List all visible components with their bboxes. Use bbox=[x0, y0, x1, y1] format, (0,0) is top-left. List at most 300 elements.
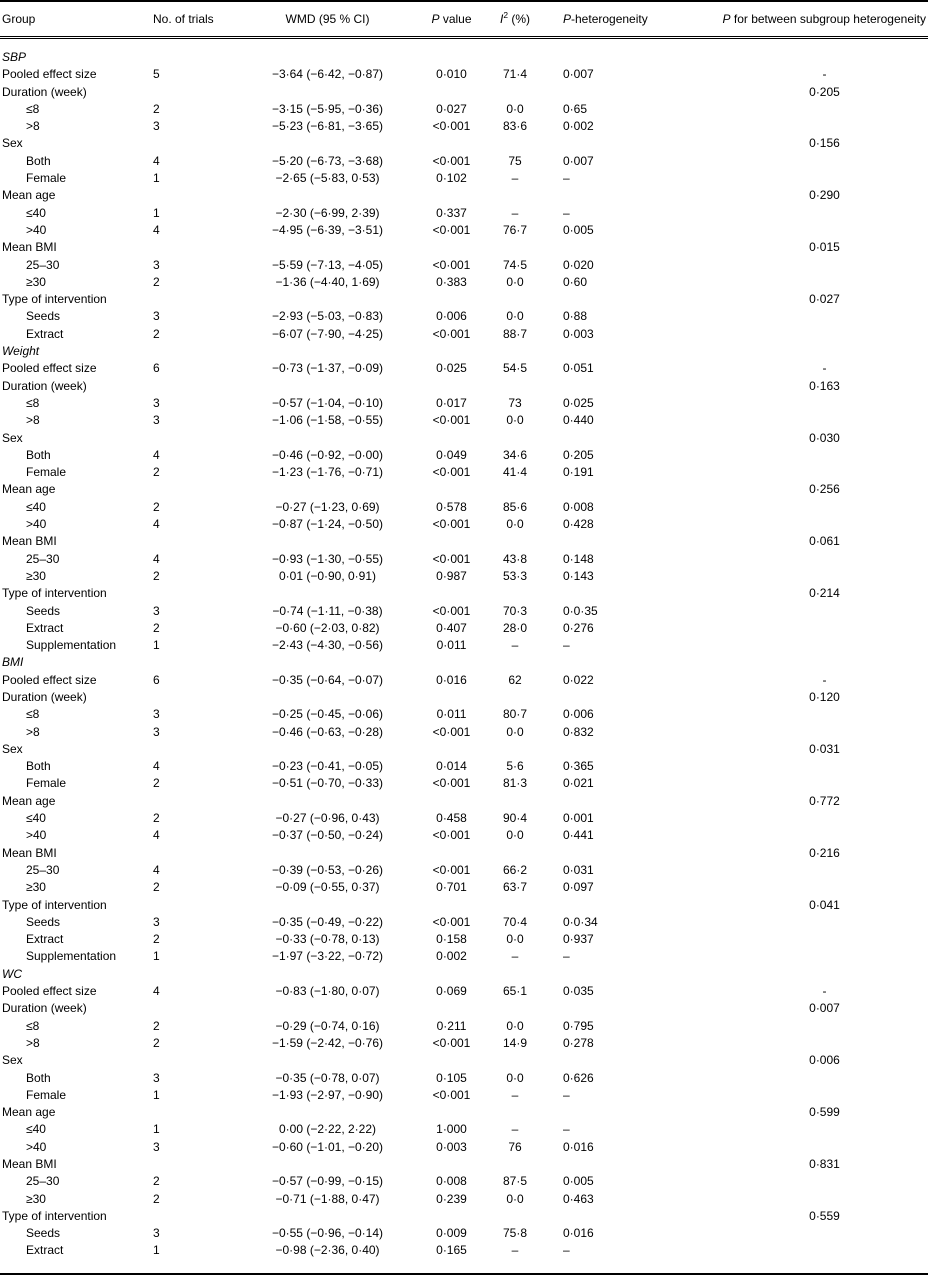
cell-i-squared bbox=[483, 84, 547, 101]
cell-p-between-subgroup bbox=[665, 257, 928, 274]
cell-p-heterogeneity: 0·020 bbox=[563, 257, 594, 272]
p-value-italic: P bbox=[431, 12, 440, 26]
cell-p-value: 0·003 bbox=[436, 1139, 467, 1154]
table-row bbox=[0, 758, 928, 775]
cell-p-heterogeneity: 0·097 bbox=[563, 880, 594, 895]
cell-no-of-trials: 4 bbox=[153, 862, 160, 877]
cell-p-heterogeneity: 0·428 bbox=[563, 517, 594, 532]
cell-p-between-subgroup bbox=[665, 654, 928, 671]
cell-i-squared bbox=[483, 481, 547, 498]
cell-no-of-trials: 3 bbox=[153, 707, 160, 722]
table-row bbox=[0, 568, 928, 585]
cell-p-heterogeneity: 0·005 bbox=[563, 1174, 594, 1189]
cell-group: Female bbox=[26, 171, 67, 186]
table-row bbox=[0, 222, 928, 239]
cell-p-between-subgroup: - bbox=[822, 361, 827, 376]
column-header-p-heterogeneity bbox=[547, 1, 665, 38]
table-row bbox=[0, 1225, 928, 1242]
cell-no-of-trials: 1 bbox=[153, 1087, 160, 1102]
cell-i-squared: 54·5 bbox=[502, 361, 528, 376]
cell-p-between-subgroup: 0·030 bbox=[809, 430, 840, 445]
i-squared-rest: (%) bbox=[508, 12, 530, 26]
table-row bbox=[0, 983, 928, 1000]
cell-p-value: <0·001 bbox=[432, 724, 471, 739]
cell-p-between-subgroup: 0·559 bbox=[809, 1208, 840, 1223]
cell-p-heterogeneity: 0·021 bbox=[563, 776, 594, 791]
cell-p-between-subgroup bbox=[665, 1191, 928, 1208]
cell-no-of-trials: 3 bbox=[153, 724, 160, 739]
cell-p-heterogeneity: 0·022 bbox=[563, 672, 594, 687]
table-row bbox=[0, 447, 928, 464]
cell-wmd-ci: 0·01 (−0·90, 0·91) bbox=[278, 568, 377, 583]
cell-i-squared: 0·0 bbox=[506, 101, 524, 116]
cell-wmd-ci: −0·37 (−0·50, −0·24) bbox=[271, 828, 384, 843]
cell-wmd-ci: −1·06 (−1·58, −0·55) bbox=[271, 413, 384, 428]
cell-group: Extract bbox=[26, 932, 64, 947]
cell-p-heterogeneity: 0·65 bbox=[563, 101, 588, 116]
cell-p-heterogeneity: 0·143 bbox=[563, 568, 594, 583]
cell-group: Female bbox=[26, 1087, 67, 1102]
cell-i-squared bbox=[483, 38, 547, 67]
cell-wmd-ci: −0·83 (−1·80, 0·07) bbox=[275, 984, 380, 999]
cell-i-squared: 0·0 bbox=[506, 724, 524, 739]
cell-p-between-subgroup bbox=[665, 1070, 928, 1087]
table-row bbox=[0, 101, 928, 118]
cell-p-value: <0·001 bbox=[432, 603, 471, 618]
cell-p-between-subgroup bbox=[665, 499, 928, 516]
cell-p-between-subgroup bbox=[665, 1139, 928, 1156]
cell-p-heterogeneity: 0·008 bbox=[563, 499, 594, 514]
cell-wmd-ci: −0·60 (−2·03, 0·82) bbox=[275, 620, 380, 635]
table-row bbox=[0, 879, 928, 896]
cell-wmd-ci: −0·71 (−1·88, 0·47) bbox=[275, 1191, 380, 1206]
cell-group: Both bbox=[26, 1070, 51, 1085]
table-row bbox=[0, 603, 928, 620]
table-row bbox=[0, 1070, 928, 1087]
cell-p-between-subgroup bbox=[665, 101, 928, 118]
cell-i-squared: 66·2 bbox=[502, 862, 528, 877]
cell-i-squared: – bbox=[511, 1087, 519, 1102]
cell-group: Duration (week) bbox=[2, 1001, 87, 1016]
cell-p-heterogeneity bbox=[547, 481, 665, 498]
cell-wmd-ci: −0·60 (−1·01, −0·20) bbox=[271, 1139, 384, 1154]
cell-p-heterogeneity: 0·205 bbox=[563, 447, 594, 462]
cell-p-heterogeneity: – bbox=[563, 638, 570, 653]
cell-i-squared bbox=[483, 741, 547, 758]
cell-wmd-ci: −5·59 (−7·13, −4·05) bbox=[271, 257, 384, 272]
cell-group: Extract bbox=[26, 1243, 64, 1258]
cell-p-between-subgroup bbox=[665, 343, 928, 360]
cell-i-squared: 0·0 bbox=[506, 517, 524, 532]
cell-no-of-trials: 2 bbox=[153, 326, 160, 341]
cell-wmd-ci bbox=[235, 378, 420, 395]
cell-no-of-trials: 3 bbox=[153, 914, 160, 929]
cell-group: Pooled effect size bbox=[2, 672, 97, 687]
cell-p-between-subgroup bbox=[665, 862, 928, 879]
table-row bbox=[0, 551, 928, 568]
cell-p-value bbox=[420, 1104, 483, 1121]
cell-no-of-trials: 2 bbox=[153, 101, 160, 116]
cell-i-squared: 62 bbox=[508, 672, 522, 687]
cell-p-heterogeneity: 0·0·34 bbox=[563, 914, 598, 929]
cell-i-squared: 74·5 bbox=[502, 257, 528, 272]
cell-group: ≤8 bbox=[26, 101, 40, 116]
cell-i-squared: 14·9 bbox=[502, 1035, 528, 1050]
cell-wmd-ci: −0·23 (−0·41, −0·05) bbox=[271, 759, 384, 774]
cell-no-of-trials bbox=[145, 1052, 235, 1069]
cell-group: Type of intervention bbox=[2, 586, 107, 601]
table-row bbox=[0, 38, 928, 67]
cell-p-value: 0·383 bbox=[436, 274, 467, 289]
table-row bbox=[0, 170, 928, 187]
cell-p-value: 0·069 bbox=[436, 984, 467, 999]
cell-wmd-ci: −1·23 (−1·76, −0·71) bbox=[271, 465, 384, 480]
cell-no-of-trials: 3 bbox=[153, 309, 160, 324]
cell-wmd-ci: −0·46 (−0·92, −0·00) bbox=[271, 447, 384, 462]
cell-no-of-trials: 2 bbox=[153, 1018, 160, 1033]
cell-wmd-ci: −0·55 (−0·96, −0·14) bbox=[271, 1226, 384, 1241]
cell-p-value bbox=[420, 897, 483, 914]
cell-p-between-subgroup bbox=[665, 205, 928, 222]
cell-p-between-subgroup bbox=[665, 775, 928, 792]
table-row bbox=[0, 1000, 928, 1017]
cell-wmd-ci: −0·35 (−0·64, −0·07) bbox=[271, 672, 384, 687]
cell-p-value: 0·008 bbox=[436, 1174, 467, 1189]
cell-i-squared: 0·0 bbox=[506, 828, 524, 843]
cell-no-of-trials bbox=[145, 845, 235, 862]
cell-p-value bbox=[420, 793, 483, 810]
cell-group: Sex bbox=[2, 741, 23, 756]
table-row bbox=[0, 689, 928, 706]
cell-wmd-ci bbox=[235, 135, 420, 152]
cell-wmd-ci: −2·65 (−5·83, 0·53) bbox=[275, 171, 380, 186]
cell-p-heterogeneity bbox=[547, 845, 665, 862]
cell-wmd-ci bbox=[235, 654, 420, 671]
column-header-group bbox=[0, 1, 145, 38]
cell-wmd-ci bbox=[235, 585, 420, 602]
table-row bbox=[0, 135, 928, 152]
cell-group: >40 bbox=[26, 222, 47, 237]
cell-p-heterogeneity bbox=[547, 187, 665, 204]
cell-p-between-subgroup bbox=[665, 308, 928, 325]
cell-i-squared: 41·4 bbox=[502, 465, 528, 480]
cell-no-of-trials bbox=[145, 1156, 235, 1173]
cell-p-value bbox=[420, 378, 483, 395]
cell-group: Duration (week) bbox=[2, 689, 87, 704]
cell-p-heterogeneity: 0·031 bbox=[563, 862, 594, 877]
cell-wmd-ci bbox=[235, 430, 420, 447]
cell-no-of-trials: 4 bbox=[153, 759, 160, 774]
cell-p-between-subgroup: 0·007 bbox=[809, 1001, 840, 1016]
cell-i-squared: 76 bbox=[508, 1139, 522, 1154]
cell-no-of-trials: 2 bbox=[153, 932, 160, 947]
cell-p-heterogeneity bbox=[547, 793, 665, 810]
cell-p-heterogeneity: – bbox=[563, 205, 570, 220]
cell-group: >40 bbox=[26, 517, 47, 532]
cell-p-value: 0·009 bbox=[436, 1226, 467, 1241]
cell-p-heterogeneity: 0·001 bbox=[563, 811, 594, 826]
table-row bbox=[0, 1139, 928, 1156]
table-row bbox=[0, 326, 928, 343]
column-header-p-value bbox=[420, 1, 483, 38]
cell-no-of-trials: 2 bbox=[153, 776, 160, 791]
cell-wmd-ci: −6·07 (−7·90, −4·25) bbox=[271, 326, 384, 341]
cell-group: >8 bbox=[26, 413, 40, 428]
cell-p-heterogeneity: 0·005 bbox=[563, 222, 594, 237]
cell-group: Mean age bbox=[2, 188, 56, 203]
cell-no-of-trials: 3 bbox=[153, 1226, 160, 1241]
cell-group: ≥30 bbox=[26, 568, 46, 583]
cell-p-between-subgroup: 0·156 bbox=[809, 136, 840, 151]
cell-p-heterogeneity bbox=[547, 585, 665, 602]
cell-i-squared bbox=[483, 187, 547, 204]
cell-p-heterogeneity: 0·463 bbox=[563, 1191, 594, 1206]
cell-no-of-trials: 2 bbox=[153, 880, 160, 895]
cell-no-of-trials bbox=[145, 187, 235, 204]
cell-p-between-subgroup bbox=[665, 1225, 928, 1242]
cell-p-between-subgroup bbox=[665, 568, 928, 585]
cell-no-of-trials bbox=[145, 793, 235, 810]
cell-wmd-ci: −1·97 (−3·22, −0·72) bbox=[271, 949, 384, 964]
cell-wmd-ci: −1·59 (−2·42, −0·76) bbox=[271, 1035, 384, 1050]
cell-no-of-trials bbox=[145, 135, 235, 152]
table-row bbox=[0, 291, 928, 308]
i-squared-italic: I bbox=[499, 12, 504, 26]
cell-no-of-trials bbox=[145, 741, 235, 758]
cell-i-squared: – bbox=[511, 638, 519, 653]
cell-i-squared bbox=[483, 1052, 547, 1069]
cell-p-heterogeneity: 0·365 bbox=[563, 759, 594, 774]
cell-i-squared: 0·0 bbox=[506, 1070, 524, 1085]
cell-no-of-trials: 3 bbox=[153, 413, 160, 428]
cell-p-between-subgroup bbox=[665, 464, 928, 481]
cell-p-value: 0·578 bbox=[436, 499, 467, 514]
cell-wmd-ci: −1·36 (−4·40, 1·69) bbox=[275, 274, 380, 289]
cell-no-of-trials: 2 bbox=[153, 568, 160, 583]
cell-group: >8 bbox=[26, 1035, 40, 1050]
cell-i-squared bbox=[483, 845, 547, 862]
cell-p-between-subgroup: 0·256 bbox=[809, 482, 840, 497]
cell-p-between-subgroup: 0·031 bbox=[809, 741, 840, 756]
column-header-p-between-subgroup bbox=[665, 1, 928, 38]
cell-no-of-trials bbox=[145, 585, 235, 602]
cell-i-squared: – bbox=[511, 171, 519, 186]
cell-p-between-subgroup: 0·041 bbox=[809, 897, 840, 912]
cell-i-squared: 63·7 bbox=[502, 880, 528, 895]
cell-p-value: <0·001 bbox=[432, 776, 471, 791]
table-row bbox=[0, 706, 928, 723]
table-row bbox=[0, 464, 928, 481]
table-row bbox=[0, 914, 928, 931]
cell-p-value: 0·102 bbox=[436, 171, 467, 186]
cell-p-heterogeneity: 0·276 bbox=[563, 620, 594, 635]
cell-no-of-trials: 4 bbox=[153, 222, 160, 237]
cell-wmd-ci bbox=[235, 187, 420, 204]
cell-wmd-ci: −2·30 (−6·99, 2·39) bbox=[275, 205, 380, 220]
cell-p-value bbox=[420, 84, 483, 101]
table-row bbox=[0, 481, 928, 498]
cell-no-of-trials bbox=[145, 378, 235, 395]
cell-p-heterogeneity bbox=[547, 1208, 665, 1225]
cell-i-squared bbox=[483, 291, 547, 308]
cell-group: Mean BMI bbox=[2, 1157, 57, 1171]
cell-p-value bbox=[420, 187, 483, 204]
table-row bbox=[0, 308, 928, 325]
column-header-wmd-ci bbox=[235, 1, 420, 38]
cell-group: Female bbox=[26, 465, 67, 480]
cell-p-heterogeneity bbox=[547, 291, 665, 308]
cell-group: Seeds bbox=[26, 309, 61, 324]
table-row bbox=[0, 1173, 928, 1190]
cell-i-squared: 34·6 bbox=[502, 447, 528, 462]
cell-p-between-subgroup: 0·015 bbox=[809, 240, 840, 255]
table-row bbox=[0, 153, 928, 170]
cell-p-between-subgroup bbox=[665, 516, 928, 533]
cell-i-squared bbox=[483, 585, 547, 602]
cell-p-heterogeneity: 0·0·35 bbox=[563, 603, 598, 618]
cell-group: 25–30 bbox=[26, 862, 60, 877]
cell-wmd-ci bbox=[235, 38, 420, 67]
cell-group: Extract bbox=[26, 620, 64, 635]
cell-i-squared bbox=[483, 239, 547, 256]
cell-no-of-trials bbox=[145, 897, 235, 914]
cell-p-between-subgroup bbox=[665, 551, 928, 568]
cell-p-heterogeneity: 0·832 bbox=[563, 724, 594, 739]
cell-i-squared bbox=[483, 430, 547, 447]
cell-wmd-ci: −0·09 (−0·55, 0·37) bbox=[275, 880, 380, 895]
cell-wmd-ci: −1·93 (−2·97, −0·90) bbox=[271, 1087, 384, 1102]
cell-wmd-ci bbox=[235, 966, 420, 983]
table-row bbox=[0, 499, 928, 516]
cell-p-heterogeneity bbox=[547, 966, 665, 983]
cell-p-between-subgroup: 0·205 bbox=[809, 84, 840, 99]
cell-no-of-trials bbox=[145, 966, 235, 983]
cell-wmd-ci bbox=[235, 741, 420, 758]
cell-p-heterogeneity bbox=[547, 84, 665, 101]
table-row bbox=[0, 257, 928, 274]
cell-no-of-trials: 6 bbox=[153, 361, 160, 376]
table-row bbox=[0, 378, 928, 395]
cell-p-value: 0·239 bbox=[436, 1191, 467, 1206]
cell-group: Duration (week) bbox=[2, 378, 87, 393]
cell-no-of-trials: 2 bbox=[153, 1035, 160, 1050]
cell-wmd-ci bbox=[235, 1208, 420, 1225]
table-row bbox=[0, 948, 928, 965]
p-het-rest: -heterogeneity bbox=[571, 12, 648, 26]
cell-wmd-ci: −0·39 (−0·53, −0·26) bbox=[271, 862, 384, 877]
cell-group: Seeds bbox=[26, 1226, 61, 1241]
cell-wmd-ci: −0·87 (−1·24, −0·50) bbox=[271, 517, 384, 532]
cell-p-value: <0·001 bbox=[432, 1035, 471, 1050]
cell-i-squared bbox=[483, 966, 547, 983]
table-row bbox=[0, 672, 928, 689]
cell-p-heterogeneity: 0·007 bbox=[563, 67, 594, 82]
cell-group: >40 bbox=[26, 1139, 47, 1154]
cell-i-squared: – bbox=[511, 1122, 519, 1137]
cell-p-value: <0·001 bbox=[432, 326, 471, 341]
table-row bbox=[0, 343, 928, 360]
cell-wmd-ci: −3·64 (−6·42, −0·87) bbox=[271, 67, 384, 82]
cell-wmd-ci: −0·33 (−0·78, 0·13) bbox=[275, 932, 380, 947]
cell-p-value: <0·001 bbox=[432, 862, 471, 877]
cell-no-of-trials: 1 bbox=[153, 638, 160, 653]
cell-no-of-trials bbox=[145, 689, 235, 706]
cell-p-value bbox=[420, 343, 483, 360]
table-row bbox=[0, 862, 928, 879]
p-subgroup-rest: for between subgroup heterogeneity bbox=[730, 12, 926, 26]
cell-wmd-ci bbox=[235, 1156, 420, 1173]
cell-i-squared bbox=[483, 654, 547, 671]
cell-i-squared: 87·5 bbox=[502, 1174, 528, 1189]
cell-i-squared: 71·4 bbox=[502, 67, 528, 82]
table-body bbox=[0, 38, 928, 1260]
p-value-rest: value bbox=[439, 12, 472, 26]
cell-p-heterogeneity: 0·626 bbox=[563, 1070, 594, 1085]
cell-wmd-ci bbox=[235, 1104, 420, 1121]
cell-p-between-subgroup: 0·120 bbox=[809, 689, 840, 704]
table-row bbox=[0, 1104, 928, 1121]
cell-wmd-ci: −0·46 (−0·63, −0·28) bbox=[271, 724, 384, 739]
cell-p-heterogeneity: 0·191 bbox=[563, 465, 594, 480]
cell-i-squared: 90·4 bbox=[502, 811, 528, 826]
cell-p-heterogeneity bbox=[547, 135, 665, 152]
cell-p-heterogeneity: 0·035 bbox=[563, 984, 594, 999]
cell-group: Duration (week) bbox=[2, 84, 87, 99]
cell-p-heterogeneity: – bbox=[563, 171, 570, 186]
cell-wmd-ci: −0·93 (−1·30, −0·55) bbox=[271, 551, 384, 566]
table-row bbox=[0, 1052, 928, 1069]
cell-p-value: 0·337 bbox=[436, 205, 467, 220]
cell-p-value: 0·158 bbox=[436, 932, 467, 947]
cell-no-of-trials bbox=[145, 533, 235, 550]
table-row bbox=[0, 897, 928, 914]
cell-p-value bbox=[420, 1156, 483, 1173]
cell-wmd-ci: −0·29 (−0·74, 0·16) bbox=[275, 1018, 380, 1033]
cell-no-of-trials: 2 bbox=[153, 620, 160, 635]
cell-group: Both bbox=[26, 153, 51, 168]
cell-p-value: <0·001 bbox=[432, 551, 471, 566]
table-row bbox=[0, 1191, 928, 1208]
cell-wmd-ci: −2·93 (−5·03, −0·83) bbox=[271, 309, 384, 324]
cell-wmd-ci: −0·51 (−0·70, −0·33) bbox=[271, 776, 384, 791]
table-row bbox=[0, 724, 928, 741]
column-header-group-label: Group bbox=[2, 12, 36, 26]
cell-group: Supplementation bbox=[26, 949, 117, 964]
p-het-italic: P bbox=[563, 12, 572, 26]
cell-i-squared: – bbox=[511, 1243, 519, 1258]
cell-wmd-ci: −0·73 (−1·37, −0·09) bbox=[271, 361, 384, 376]
table-row bbox=[0, 775, 928, 792]
table-row bbox=[0, 1242, 928, 1259]
cell-no-of-trials: 1 bbox=[153, 949, 160, 964]
cell-i-squared: 83·6 bbox=[502, 119, 528, 134]
cell-i-squared: 43·8 bbox=[502, 551, 528, 566]
cell-p-between-subgroup bbox=[665, 222, 928, 239]
cell-i-squared: 0·0 bbox=[506, 413, 524, 428]
cell-p-value: 0·016 bbox=[436, 672, 467, 687]
cell-p-value bbox=[420, 533, 483, 550]
table-row bbox=[0, 637, 928, 654]
cell-p-value bbox=[420, 654, 483, 671]
cell-wmd-ci bbox=[235, 533, 420, 550]
cell-no-of-trials bbox=[145, 1208, 235, 1225]
cell-no-of-trials: 4 bbox=[153, 447, 160, 462]
cell-group: ≤40 bbox=[26, 811, 46, 826]
table-row bbox=[0, 845, 928, 862]
cell-p-heterogeneity bbox=[547, 741, 665, 758]
cell-i-squared: 75·8 bbox=[502, 1226, 528, 1241]
table-row bbox=[0, 412, 928, 429]
